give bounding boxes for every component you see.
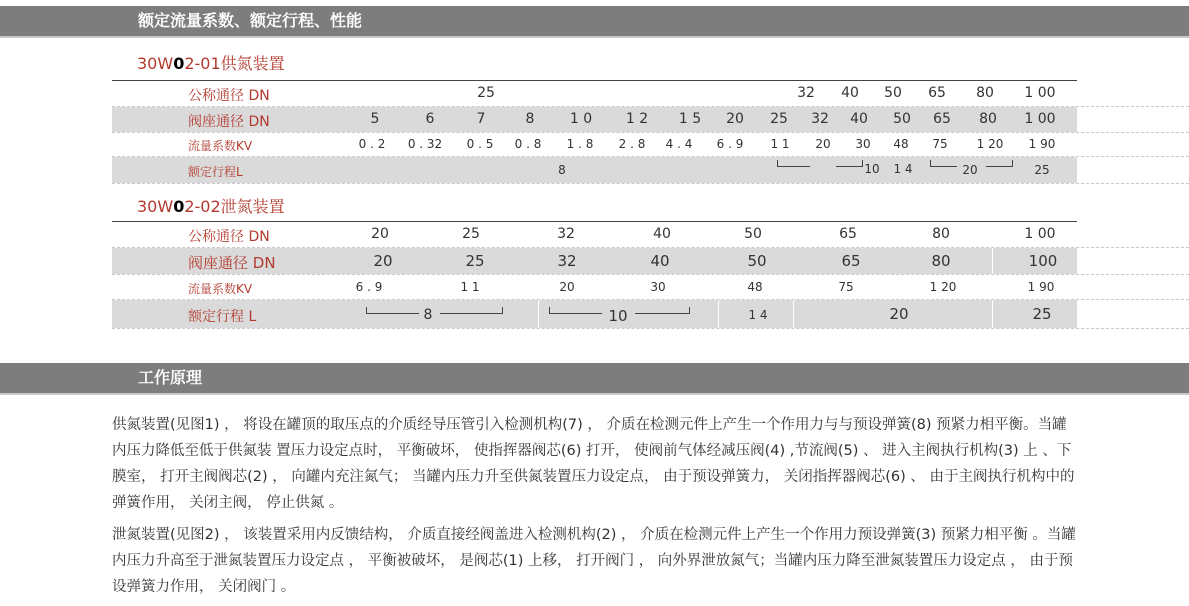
table-cell: 6 . 9 (355, 280, 383, 294)
block2-stroke-row (112, 300, 1189, 329)
table-cell: 20 (962, 163, 978, 177)
block1-dn-row (112, 81, 1189, 107)
section-title: 额定流量系数、额定行程、性能 (138, 11, 363, 30)
table-cell: 80 (932, 226, 950, 242)
table-cell: 1 20 (929, 280, 957, 294)
block2-dn-row (112, 222, 1189, 248)
table-cell: 1 . 8 (566, 137, 594, 151)
table-cell: 1 1 (770, 137, 790, 151)
table-cell: 40 (650, 252, 670, 270)
section-title: 工作原理 (138, 368, 203, 387)
table-cell: 50 (747, 252, 767, 270)
table-cell: 80 (931, 252, 951, 270)
row-label: 额定行程L (188, 165, 243, 179)
table-cell: 8 (423, 307, 433, 323)
table-cell: 25 (1034, 163, 1050, 177)
table-cell: 32 (811, 111, 829, 127)
table-cell: 65 (933, 111, 951, 127)
table-cell: 32 (557, 226, 575, 242)
block2-seat-row (112, 248, 1189, 275)
table-cell: 1 2 (625, 111, 649, 127)
table-cell: 2 . 8 (618, 137, 646, 151)
table-cell: 1 90 (1027, 280, 1055, 294)
table-cell: 20 (559, 280, 575, 294)
table-cell: 65 (928, 85, 946, 101)
bracket (635, 307, 690, 314)
block1-seat-row (112, 107, 1189, 133)
paragraph-supply-device: 供氮装置(见图1) ， 将设在罐顶的取压点的介质经导压管引入检测机构(7) ， 介质在检测元件上产生一个作用力与与预设弹簧(8) 预紧力相平衡。当罐内压力降低至低于供氮装 置压力设定点时， 平衡破坏， 使指挥器阀芯(6) 打开， 使阀前气体经减压阀(4) ,节流阀(5) 、 进入主阀执行机构(3) 上 、下膜室， 打开主阀阀芯(2) ， 向罐内充注氮气； 当罐内压力升至供氮装置压力设定点， 由于预设弹簧力， 关闭指挥器阀芯(6) 、 由于主阀执行机构中的弹簧作用， 关闭主阀， 停止供氮 。 (112, 417, 1075, 511)
table-cell: 65 (841, 252, 861, 270)
table-cell: 25 (770, 111, 788, 127)
table-cell: 25 (477, 85, 495, 101)
table-cell: 1 4 (893, 162, 913, 176)
table-cell: 48 (747, 280, 763, 294)
table-cell: 6 . 9 (716, 137, 744, 151)
table-cell: 40 (850, 111, 868, 127)
table-cell: 0 . 32 (407, 137, 443, 151)
bracket (777, 160, 810, 167)
table-cell: 1 00 (1024, 85, 1056, 101)
table-cell: 1 00 (1024, 226, 1056, 242)
table-cell: 1 90 (1028, 137, 1056, 151)
table-cell: 30 (855, 137, 871, 151)
table-cell: 8 (558, 163, 566, 177)
block1-kv-row (112, 133, 1189, 157)
table-cell: 20 (889, 305, 909, 323)
paragraph-vent-device: 泄氮装置(见图2) ， 该装置采用内反馈结构， 介质直接经阀盖进入检测机构(2) ， 介质在检测元件上产生一个作用力预设弹簧(3) 预紧力相平衡 。当罐内压力升高至于泄氮装置压力设定点 ， 平衡被破坏， 是阀芯(1) 上移， 打开阀门 ， 向外界泄放氮气；当罐内压力降至泄氮装置压力设定点 ， 由于预设弹簧力作用， 关闭阀门 。 (112, 527, 1076, 595)
row-label: 额定行程 L (188, 309, 257, 325)
table-cell: 25 (462, 226, 480, 242)
row-label: 流量系数KV (188, 139, 253, 153)
table-cell: 0 . 8 (514, 137, 542, 151)
bracket (440, 307, 503, 314)
table-cell: 25 (1032, 305, 1052, 323)
table-cell: 20 (371, 226, 389, 242)
table-cell: 7 (476, 111, 486, 127)
table-cell: 80 (979, 111, 997, 127)
block1-stroke-row (112, 157, 1189, 184)
table-cell: 1 1 (460, 280, 480, 294)
table-cell: 50 (884, 85, 902, 101)
table-cell: 10 (864, 162, 880, 176)
table-cell: 75 (838, 280, 854, 294)
table-cell: 50 (744, 226, 762, 242)
row-label: 流量系数KV (188, 282, 253, 296)
table-cell: 20 (726, 111, 744, 127)
table-cell: 1 4 (748, 308, 768, 322)
table-cell: 80 (976, 85, 994, 101)
table-cell: 0 . 2 (358, 137, 386, 151)
table-cell: 50 (893, 111, 911, 127)
row-label: 公称通径 DN (188, 229, 270, 245)
table-cell: 30 (650, 280, 666, 294)
table-cell: 20 (815, 137, 831, 151)
table-cell: 1 00 (1024, 111, 1056, 127)
bracket (366, 307, 419, 314)
block1-title: 30W02-01供氮装置 (137, 54, 285, 73)
block2-kv-row (112, 275, 1189, 300)
table-cell: 4 . 4 (665, 137, 693, 151)
section-header-principle (0, 363, 1189, 395)
table-cell: 100 (1028, 252, 1058, 270)
bracket (549, 307, 602, 314)
table-cell: 1 5 (678, 111, 702, 127)
table-cell: 32 (797, 85, 815, 101)
table-cell: 1 20 (976, 137, 1004, 151)
table-cell: 40 (653, 226, 671, 242)
row-label: 阀座通径 DN (188, 114, 270, 130)
table-cell: 6 (425, 111, 435, 127)
table-cell: 20 (373, 252, 393, 270)
bracket (930, 160, 957, 167)
row-label: 公称通径 DN (188, 88, 270, 104)
table-cell: 65 (839, 226, 857, 242)
table-cell: 0 . 5 (466, 137, 494, 151)
table-cell: 32 (557, 252, 577, 270)
section-header-ratings (0, 6, 1189, 38)
table-cell: 8 (525, 111, 535, 127)
row-label: 阀座通径 DN (188, 254, 276, 272)
table-cell: 75 (932, 137, 948, 151)
table-cell: 40 (841, 85, 859, 101)
bracket (986, 160, 1013, 167)
table-cell: 25 (465, 252, 485, 270)
table-cell: 10 (608, 307, 628, 325)
block2-title: 30W02-02泄氮装置 (137, 197, 285, 216)
table-cell: 5 (370, 111, 380, 127)
bracket (836, 160, 863, 167)
table-cell: 1 0 (569, 111, 593, 127)
table-cell: 48 (893, 137, 909, 151)
